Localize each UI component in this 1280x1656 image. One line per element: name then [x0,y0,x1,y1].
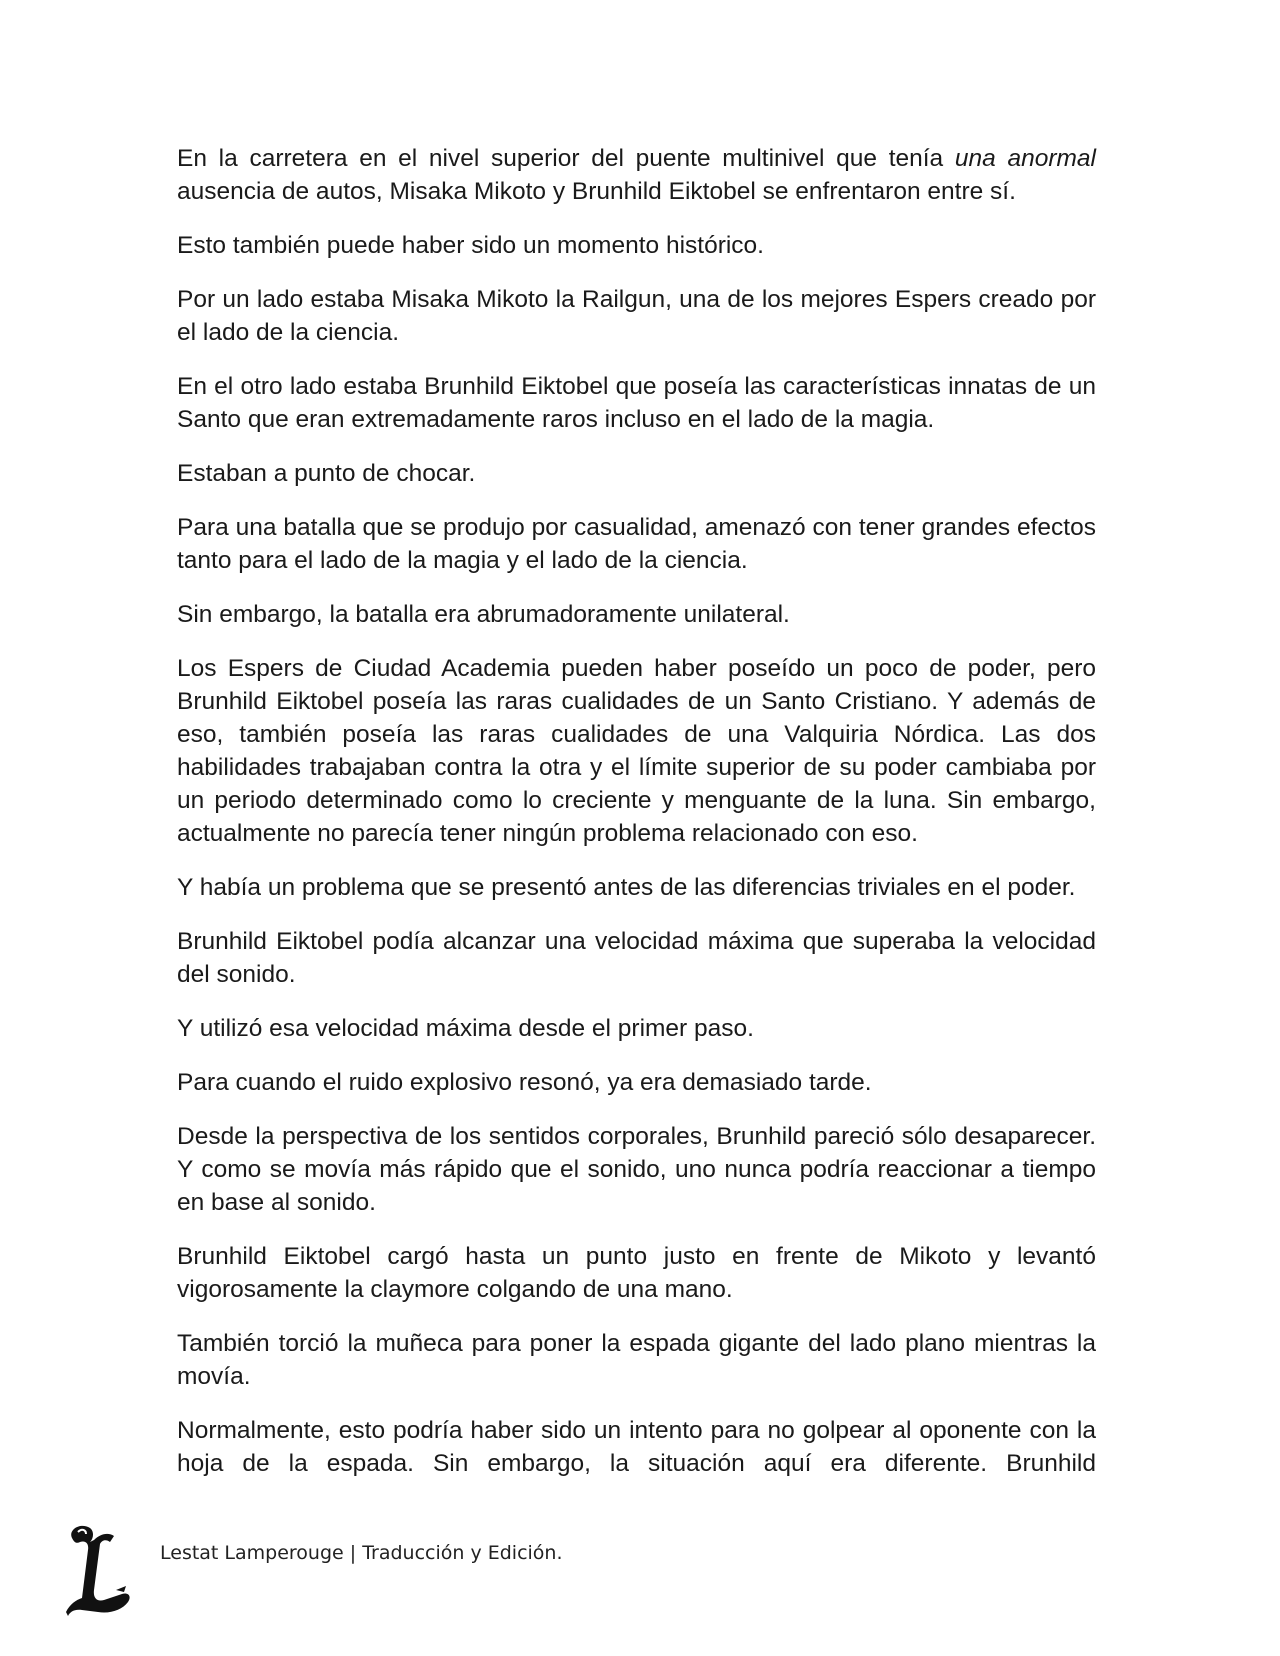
paragraph: Los Espers de Ciudad Academia pueden haber poseído un poco de poder, pero Brunhild Eiktobel poseía las raras cualidades de un Santo Cristiano. Y además de eso, también poseía las raras cualidades de una Valquiria Nórdica. Las dos habilidades trabajaban contra la otra y el límite superior de su poder cambiaba por un periodo determinado como lo creciente y menguante de la luna. Sin embargo, actualmente no parecía tener ningún problema relacionado con eso. [177,655,1096,847]
page-footer [0,1520,1280,1640]
paragraph-text: ausencia de autos, Misaka Mikoto y Brunhild Eiktobel se enfrentaron entre sí. [177,178,1016,205]
paragraph: Esto también puede haber sido un momento histórico. [177,232,764,259]
body-text [177,142,1096,1501]
paragraph: Para cuando el ruido explosivo resonó, ya era demasiado tarde. [177,1069,872,1096]
paragraph: Desde la perspectiva de los sentidos corporales, Brunhild pareció sólo desaparecer. Y como se movía más rápido que el sonido, uno nunca podría reaccionar a tiempo en base al sonido. [177,1123,1096,1216]
paragraph: Para una batalla que se produjo por casualidad, amenazó con tener grandes efectos tanto para el lado de la magia y el lado de la ciencia. [177,514,1096,574]
paragraph-text: En la carretera en el nivel superior del puente multinivel que tenía [177,145,955,172]
paragraph: Sin embargo, la batalla era abrumadoramente unilateral. [177,601,790,628]
paragraph: Y utilizó esa velocidad máxima desde el primer paso. [177,1015,754,1042]
paragraph: Y había un problema que se presentó antes de las diferencias triviales en el poder. [177,874,1076,901]
italic-text: una anormal [954,145,1097,172]
paragraph: Estaban a punto de chocar. [177,460,476,487]
paragraph: También torció la muñeca para poner la espada gigante del lado plano mientras la movía. [177,1330,1096,1390]
paragraph: Brunhild Eiktobel cargó hasta un punto justo en frente de Mikoto y levantó vigorosamente la claymore colgando de una mano. [177,1243,1096,1303]
paragraph: Por un lado estaba Misaka Mikoto la Railgun, una de los mejores Espers creado por el lado de la ciencia. [177,286,1096,346]
footer-credit: Lestat Lamperouge | Traducción y Edición. [160,1542,563,1564]
paragraph: Normalmente, esto podría haber sido un intento para no golpear al oponente con la hoja de la espada. Sin embargo, la situación aquí era diferente. Brunhild [177,1417,1096,1477]
logo-glyph [64,1520,134,1620]
paragraph: En el otro lado estaba Brunhild Eiktobel que poseía las características innatas de un Santo que eran extremadamente raros incluso en el lado de la magia. [177,373,1096,433]
paragraph: Brunhild Eiktobel podía alcanzar una velocidad máxima que superaba la velocidad del sonido. [177,928,1096,988]
blackletter-l-logo [64,1520,134,1620]
paragraph [177,142,1096,208]
